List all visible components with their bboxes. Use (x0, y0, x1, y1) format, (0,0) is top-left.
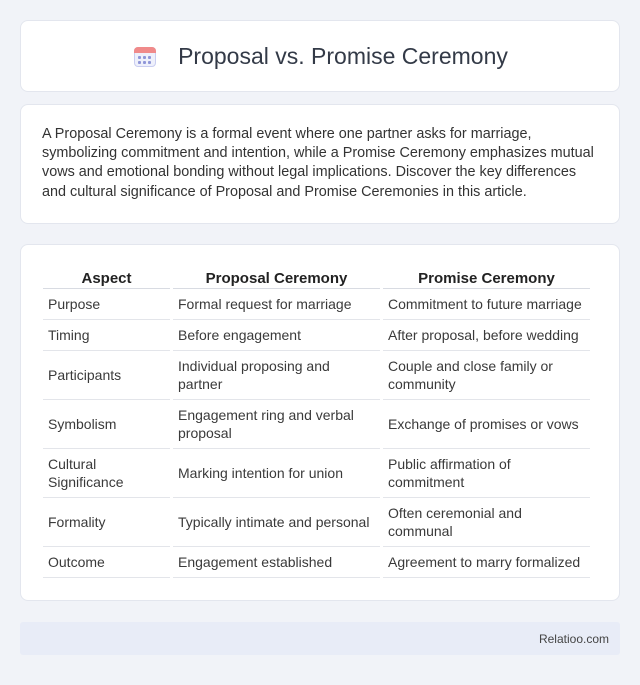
table-row (43, 320, 590, 351)
table-cell: Outcome (43, 547, 170, 578)
table-cell: Public affirmation of commitment (383, 449, 590, 498)
table-row (43, 547, 590, 578)
table-cell: Marking intention for union (173, 449, 380, 498)
table-cell: Before engagement (173, 320, 380, 351)
table-cell: Formal request for marriage (173, 289, 380, 320)
table-cell: Individual proposing and partner (173, 351, 380, 400)
comparison-table-card (20, 244, 620, 601)
table-cell: Formality (43, 498, 170, 547)
table-row (43, 449, 590, 498)
intro-card (20, 104, 620, 224)
header-card (20, 20, 620, 92)
table-cell: Typically intimate and personal (173, 498, 380, 547)
table-cell: Couple and close family or community (383, 351, 590, 400)
table-cell: Participants (43, 351, 170, 400)
title-wrap (132, 43, 508, 70)
column-header-aspect: Aspect (43, 267, 170, 289)
table-cell: Purpose (43, 289, 170, 320)
table-cell: Agreement to marry formalized (383, 547, 590, 578)
column-header-promise: Promise Ceremony (383, 267, 590, 289)
comparison-table (40, 267, 593, 578)
table-cell: Exchange of promises or vows (383, 400, 590, 449)
table-row (43, 289, 590, 320)
intro-paragraph: A Proposal Ceremony is a formal event where one partner asks for marriage, symbolizing commitment and intention, while a Promise Ceremony emphasizes mutual vows and emotional bonding without legal implications. Discover the key differences and cultural significance of Proposal and Promise Ceremonies in this article. (42, 126, 594, 200)
table-row (43, 400, 590, 449)
table-row (43, 498, 590, 547)
footer-brand[interactable]: Relatioo.com (538, 631, 609, 646)
page-title: Proposal vs. Promise Ceremony (178, 42, 508, 69)
footer-bar (20, 622, 620, 655)
table-cell: Often ceremonial and communal (383, 498, 590, 547)
table-cell: Cultural Significance (43, 449, 170, 498)
table-header-row (43, 267, 590, 289)
table-cell: Commitment to future marriage (383, 289, 590, 320)
table-row (43, 351, 590, 400)
table-cell: Timing (43, 320, 170, 351)
table-cell: After proposal, before wedding (383, 320, 590, 351)
table-cell: Symbolism (43, 400, 170, 449)
column-header-proposal: Proposal Ceremony (173, 267, 380, 289)
calendar-icon (132, 43, 158, 69)
table-cell: Engagement established (173, 547, 380, 578)
table-cell: Engagement ring and verbal proposal (173, 400, 380, 449)
